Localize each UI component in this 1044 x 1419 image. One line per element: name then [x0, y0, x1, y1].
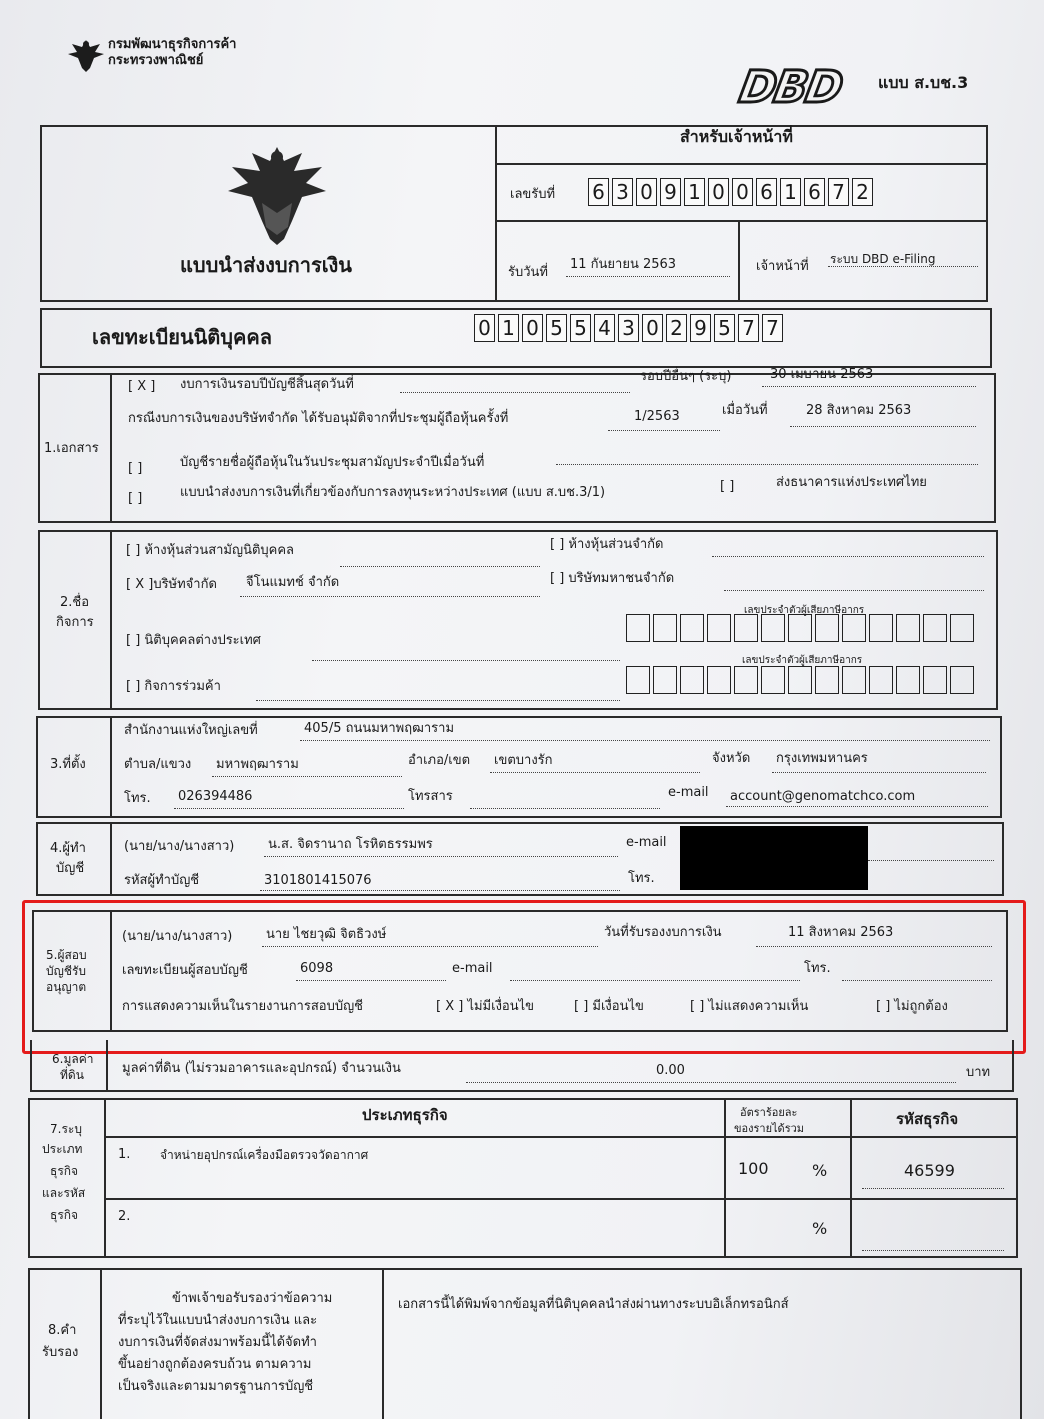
receipt-digit: 0: [732, 178, 753, 206]
section-7-label-3: ธุรกิจ: [50, 1164, 79, 1178]
section-8-label: 8.คำ: [48, 1323, 77, 1338]
shareholder-list-text: บัญชีรายชื่อผู้ถือหุ้นในวันประชุมสามัญประจำปีเมื่อวันที่: [180, 455, 485, 470]
shareholder-list-checkbox: [ ]: [128, 461, 143, 476]
receive-date-value: 11 กันยายน 2563: [570, 257, 677, 272]
section-5-label-2: บัญชีรับ: [46, 964, 87, 978]
registration-digit: 0: [642, 314, 663, 342]
bookkeeper-phone-label: โทร.: [628, 871, 655, 886]
section-business-type: [28, 1098, 1018, 1258]
section-4-label-2: บัญชี: [56, 861, 85, 876]
receipt-digit: 9: [660, 178, 681, 206]
section-8-label-2: รับรอง: [42, 1345, 79, 1360]
fs-text: งบการเงินรอบปีบัญชีสิ้นสุดวันที่: [180, 377, 354, 392]
taxid-caption: เลขประจำตัวผู้เสียภาษีอากร: [744, 605, 865, 616]
cert-line: งบการเงินที่จัดส่งมาพร้อมนี้ได้จัดทำ: [118, 1335, 317, 1350]
form-code: แบบ ส.บช.3: [878, 73, 969, 92]
form-title: แบบนำส่งงบการเงิน: [180, 253, 352, 277]
section-6-label: 6.มูลค่า: [52, 1052, 94, 1066]
receipt-digit: 0: [636, 178, 657, 206]
auditor-reg-value: 6098: [300, 961, 334, 976]
section-3-label: 3.ที่ตั้ง: [50, 757, 86, 772]
section-7-label-4: และรหัส: [42, 1186, 86, 1200]
section-5-label-3: อนุญาต: [46, 980, 87, 994]
col-ratio: อัตราร้อยละ: [740, 1106, 798, 1119]
limited-partnership-option: [ ] ห้างหุ้นส่วนจำกัด: [550, 537, 664, 552]
company-name: จีโนแมทช์ จำกัด: [246, 575, 340, 590]
registration-digit: 0: [522, 314, 543, 342]
electronic-note: เอกสารนี้ได้พิมพ์จากข้อมูลที่นิติบุคคลนำส่งผ่านทางระบบอิเล็กทรอนิกส์: [398, 1297, 789, 1312]
registration-digit: 1: [498, 314, 519, 342]
ministry-name: กระทรวงพาณิชย์: [108, 53, 204, 68]
receipt-digit: 6: [756, 178, 777, 206]
section-6-label-2: ที่ดิน: [60, 1068, 84, 1082]
bot-checkbox: [ ]: [720, 479, 735, 494]
email-label: e-mail: [668, 785, 709, 800]
subdistrict-label: ตำบล/แขวง: [124, 757, 192, 772]
registration-digit: 5: [714, 314, 735, 342]
row-number: 1.: [118, 1147, 131, 1162]
section-7-label: 7.ระบุ: [50, 1122, 82, 1136]
registration-digit: 9: [690, 314, 711, 342]
bookkeeper-code: 3101801415076: [264, 873, 372, 888]
receipt-digit: 3: [612, 178, 633, 206]
bot-text: ส่งธนาคารแห่งประเทศไทย: [776, 475, 927, 490]
dept-emblem-small-icon: [66, 38, 106, 74]
opinion-adverse: [ ] ไม่ถูกต้อง: [876, 999, 948, 1014]
col-business-code: รหัสธุรกิจ: [896, 1110, 959, 1128]
row-description: จำหน่ายอุปกรณ์เครื่องมือตรวจวัดอากาศ: [160, 1148, 369, 1162]
row-business-code: 46599: [904, 1161, 955, 1180]
cert-line: ขึ้นอย่างถูกต้องครบถ้วน ตามความ: [118, 1357, 312, 1372]
registration-digit: 4: [594, 314, 615, 342]
registration-label: เลขทะเบียนนิติบุคคล: [92, 325, 272, 349]
bookkeeper-code-label: รหัสผู้ทำบัญชี: [124, 873, 200, 888]
officer-value: ระบบ DBD e-Filing: [830, 252, 936, 266]
registration-digit: 7: [762, 314, 783, 342]
phone-value: 026394486: [178, 789, 253, 804]
other-period-label: รอบปีอื่นๆ (ระบุ): [640, 369, 732, 384]
foreign-juristic-option: [ ] นิติบุคคลต่างประเทศ: [126, 633, 261, 648]
bookkeeper-name: น.ส. จิดรานาถ โรหิตธรรมพร: [268, 837, 433, 852]
receipt-digit: 1: [684, 178, 705, 206]
registration-digit: 0: [474, 314, 495, 342]
highlight-frame: [22, 900, 1026, 1054]
district-label: อำเภอ/เขต: [408, 753, 471, 768]
auditor-phone-label: โทร.: [804, 961, 831, 976]
certify-date-label: วันที่รับรองงบการเงิน: [604, 925, 722, 940]
other-period-value: 30 เมษายน 2563: [770, 367, 874, 382]
land-value-unit: บาท: [966, 1065, 991, 1080]
hq-label: สำนักงานแห่งใหญ่เลขที่: [124, 723, 258, 738]
redaction-block: [680, 826, 868, 890]
row-percent-sign: %: [812, 1161, 828, 1180]
cert-line: ที่ระบุไว้ในแบบนำส่งงบการเงิน และ: [118, 1313, 318, 1328]
province-label: จังหวัด: [712, 751, 751, 766]
registration-digit: 5: [570, 314, 591, 342]
email-value: account@genomatchco.com: [730, 789, 916, 804]
col-ratio-2: ของรายได้รวม: [734, 1122, 805, 1135]
receipt-digit: 7: [828, 178, 849, 206]
opinion-disclaimer: [ ] ไม่แสดงความเห็น: [690, 999, 809, 1014]
receipt-digit: 1: [780, 178, 801, 206]
registration-number: [474, 314, 783, 342]
company-option: [ X ]บริษัทจำกัด: [126, 577, 217, 592]
bookkeeper-name-label: (นาย/นาง/นางสาว): [124, 839, 235, 854]
row-percent: 100: [738, 1159, 769, 1178]
auditor-name-label: (นาย/นาง/นางสาว): [122, 929, 233, 944]
opinion-unqualified: [ X ] ไม่มีเงื่อนไข: [436, 999, 535, 1014]
section-1-label: 1.เอกสาร: [44, 441, 99, 456]
taxid-grid-1: [626, 614, 974, 642]
land-value-amount: 0.00: [656, 1063, 685, 1078]
auditor-name: นาย ไชยวุฒิ จิตธิวงษ์: [266, 927, 387, 942]
taxid-caption-2: เลขประจำตัวผู้เสียภาษีอากร: [742, 655, 863, 666]
section-2-label: 2.ชื่อ: [60, 595, 90, 610]
ordinary-partnership-option: [ ] ห้างหุ้นส่วนสามัญนิติบุคคล: [126, 543, 295, 558]
registration-digit: 5: [546, 314, 567, 342]
cert-line: ข้าพเจ้าขอรับรองว่าข้อความ: [172, 1291, 333, 1306]
receipt-digit: 2: [852, 178, 873, 206]
dept-name: กรมพัฒนาธุรกิจการค้า: [108, 37, 237, 52]
bookkeeper-email-label: e-mail: [626, 835, 667, 850]
official-heading: สำหรับเจ้าหน้าที่: [680, 127, 793, 146]
receipt-number: [588, 178, 873, 206]
registration-digit: 3: [618, 314, 639, 342]
opinion-label: การแสดงความเห็นในรายงานการสอบบัญชี: [122, 999, 363, 1014]
foreign-investment-checkbox: [ ]: [128, 491, 143, 506]
land-value-text: มูลค่าที่ดิน (ไม่รวมอาคารและอุปกรณ์) จำนวนเงิน: [122, 1061, 401, 1076]
fax-label: โทรสาร: [408, 789, 453, 804]
joint-venture-option: [ ] กิจการร่วมค้า: [126, 679, 221, 694]
section-4-label: 4.ผู้ทำ: [50, 841, 86, 856]
subdistrict-value: มหาพฤฒาราม: [216, 757, 299, 772]
receipt-label: เลขรับที่: [510, 187, 556, 202]
approval-date-label: เมื่อวันที่: [722, 403, 768, 418]
auditor-email-label: e-mail: [452, 961, 493, 976]
receipt-digit: 6: [588, 178, 609, 206]
foreign-investment-text: แบบนำส่งงบการเงินที่เกี่ยวข้องกับการลงทุนระหว่างประเทศ (แบบ ส.บช.3/1): [180, 485, 606, 500]
receive-date-label: รับวันที่: [508, 265, 548, 280]
public-company-option: [ ] บริษัทมหาชนจำกัด: [550, 571, 675, 586]
taxid-grid-2: [626, 666, 974, 694]
district-value: เขตบางรัก: [494, 753, 553, 768]
auditor-reg-label: เลขทะเบียนผู้สอบบัญชี: [122, 963, 248, 978]
dbd-logo: DBD: [735, 62, 846, 113]
section-2-label-2: กิจการ: [56, 615, 94, 630]
officer-label: เจ้าหน้าที่: [756, 259, 809, 274]
fs-checkbox: [ X ]: [128, 379, 156, 394]
garuda-emblem-icon: [222, 143, 332, 249]
phone-label: โทร.: [124, 791, 151, 806]
cert-line: เป็นจริงและตามมาตรฐานการบัญชี: [118, 1379, 314, 1394]
approval-number: 1/2563: [634, 409, 680, 424]
certify-date-value: 11 สิงหาคม 2563: [788, 925, 894, 940]
receipt-digit: 6: [804, 178, 825, 206]
receipt-digit: 0: [708, 178, 729, 206]
section-7-label-5: ธุรกิจ: [50, 1208, 79, 1222]
row-percent-sign: %: [812, 1219, 828, 1238]
registration-digit: 2: [666, 314, 687, 342]
approval-text: กรณีงบการเงินของบริษัทจำกัด ได้รับอนุมัติจากที่ประชุมผู้ถือหุ้นครั้งที่: [128, 411, 509, 426]
hq-value: 405/5 ถนนมหาพฤฒาราม: [304, 721, 455, 736]
section-7-label-2: ประเภท: [42, 1142, 83, 1156]
opinion-qualified: [ ] มีเงื่อนไข: [574, 999, 644, 1014]
section-5-label: 5.ผู้สอบ: [46, 948, 87, 962]
registration-digit: 7: [738, 314, 759, 342]
province-value: กรุงเทพมหานคร: [776, 751, 868, 766]
approval-date-value: 28 สิงหาคม 2563: [806, 403, 912, 418]
row-number: 2.: [118, 1209, 131, 1224]
col-business-type: ประเภทธุรกิจ: [362, 1106, 448, 1124]
